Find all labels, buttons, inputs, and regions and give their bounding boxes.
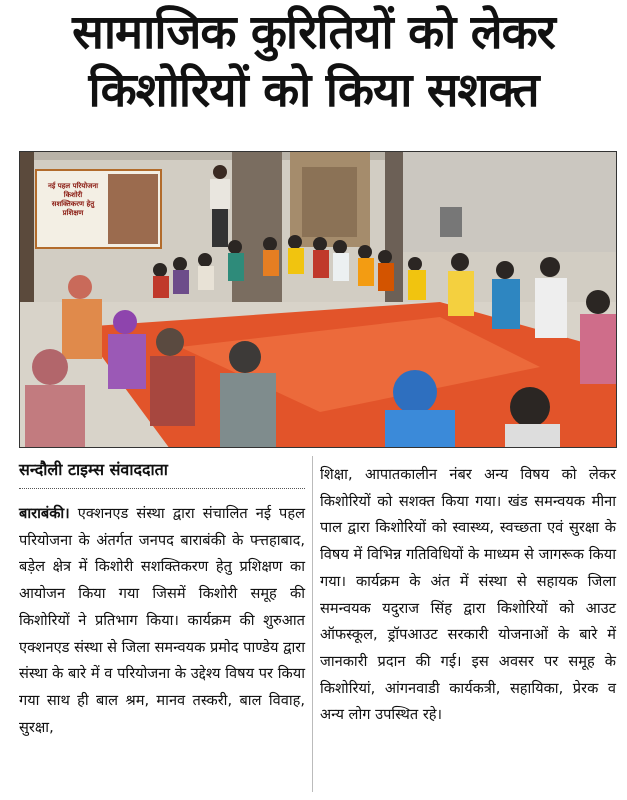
banner-line: प्रशिक्षण [62,209,84,217]
article-column-right [320,462,616,729]
dateline: बाराबंकी। [19,505,70,522]
byline: सन्दौली टाइम्स संवाददाता [19,458,305,489]
article-text-left: एक्शनएड संस्था द्वारा संचालित नई पहल परियोजना के अंतर्गत जनपद बाराबंकी के फ्त्तहाबाद, बड़ेल क्षेत्र में किशोरी सशक्तिकरण हेतु प्रशिक्षण का आयोजन किया गया जिसमें किशोरी समूह की किशोरियों ने प्रतिभाग किया। कार्यक्रम की शुरुआत एक्शनएड संस्था से जिला समन्वयक प्रमोद पाण्डेय द्वारा संस्था के बारे में व परियोजना के उद्देश्य विषय पर किया गया साथ ही बाल श्रम, मानव तस्करी, बाल विवाह, सुरक्षा, [19,505,305,736]
news-photo [19,151,617,448]
headline [0,4,627,120]
headline-line-1: सामाजिक कुरितियों को लेकर [72,5,555,60]
column-divider [312,456,313,792]
banner-line: किशोरी [63,191,83,199]
article-column-left [19,458,305,741]
article-body-left [19,501,305,741]
article-body-right: शिक्षा, आपातकालीन नंबर अन्य विषय को लेकर किशोरियों को सशक्त किया गया। खंड समन्वयक मीना पाल द्वारा किशोरियों को स्वास्थ्य, स्वच्छता एवं सुरक्षा के विषय में विभिन्न गतिविधियों के माध्यम से जागरूक किया गया। कार्यक्रम के अंत में संस्था से सहायक जिला समन्वयक यदुराज सिंह द्वारा किशोरियों को आउट ऑफस्कूल, ड्रॉपआउट सरकारी योजनाओं के बारे में जानकारी प्रदान की गई। इस अवसर पर समूह के किशोरियां, आंगनवाडी कार्यकत्री, सहायिका, प्रेरक व अन्य लोग उपस्थित रहे। [320,466,616,724]
banner-line: सशक्तिकरण हेतु [51,200,95,208]
photo-illustration [20,152,617,448]
wall-banner [38,182,108,218]
headline-line-2: किशोरियों को किया सशक्त [88,63,539,118]
banner-line: नई पहल परियोजना [47,182,99,190]
